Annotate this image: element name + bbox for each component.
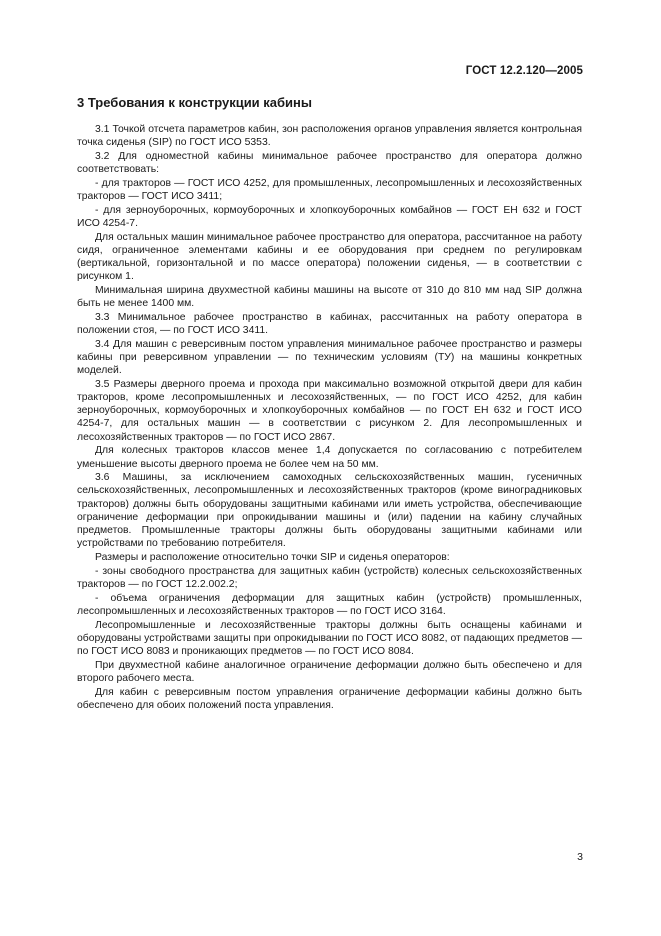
paragraph: При двухместной кабине аналогичное ограничение деформации должно быть обеспечено и для второго рабочего места. — [77, 659, 582, 684]
paragraph: Лесопромышленные и лесохозяйственные тракторы должны быть оснащены кабинами и оборудованы устройствами защиты при опрокидывании по ГОСТ ИСО 8082, от падающих предметов — по ГОСТ ИСО 8083 и проникающих предметов — по ГОСТ ИСО 8084. — [77, 619, 582, 657]
page-number: 3 — [577, 851, 583, 863]
paragraph: Для кабин с реверсивным постом управления ограничение деформации кабины должно быть обеспечено для обоих положений поста управления. — [77, 686, 582, 711]
list-item: - зоны свободного пространства для защитных кабин (устройств) колесных сельскохозяйственных тракторов — по ГОСТ 12.2.002.2; — [77, 565, 582, 590]
paragraph: Для колесных тракторов классов менее 1,4 допускается по согласованию с потребителем уменьшение высоты дверного проема не более чем на 50 мм. — [77, 445, 582, 470]
list-item: - для зерноуборочных, кормоуборочных и хлопкоуборочных комбайнов — ГОСТ ЕН 632 и ГОСТ ИСО 4254-7. — [77, 204, 582, 229]
paragraph: 3.1 Точкой отсчета параметров кабин, зон расположения органов управления является контрольная точка сиденья (SIP) по ГОСТ ИСО 5353. — [77, 124, 582, 149]
standard-code-header: ГОСТ 12.2.120—2005 — [465, 65, 583, 77]
list-item: - для тракторов — ГОСТ ИСО 4252, для промышленных, лесопромышленных и лесохозяйственных тракторов — ГОСТ ИСО 3411; — [77, 177, 582, 203]
paragraph: Для остальных машин минимальное рабочее пространство для оператора, рассчитанное на работу сидя, ограниченное элементами кабины и ее оборудования при среднем по регулировкам (вертикальной, горизонтальной и по массе оператора) положении сиденья, — в соответствии с рисунком 1. — [77, 231, 582, 283]
section-body — [77, 123, 582, 712]
paragraph: 3.5 Размеры дверного проема и прохода при максимально возможной открытой двери для кабин тракторов, кроме лесопромышленных и лесохозяйственных, — по ГОСТ ИСО 4252, для кабин зерноуборочных, кормоуборочных и хлопкоуборочных комбайнов — по ГОСТ ЕН 632 и ГОСТ ИСО 4254-7, для остальных машин — в соответствии с рисунком 2. Для лесопромышленных и лесохозяйственных тракторов — по ГОСТ ИСО 2867. — [77, 378, 582, 443]
section-title: 3 Требования к конструкции кабины — [77, 95, 312, 110]
paragraph: 3.2 Для одноместной кабины минимальное рабочее пространство для оператора должно соответствовать: — [77, 150, 582, 176]
paragraph: 3.3 Минимальное рабочее пространство в кабинах, рассчитанных на работу оператора в положении стоя, — по ГОСТ ИСО 3411. — [77, 311, 582, 337]
paragraph: Размеры и расположение относительно точки SIP и сиденья операторов: — [95, 552, 450, 563]
list-item: - объема ограничения деформации для защитных кабин (устройств) промышленных, лесопромышленных и лесохозяйственных тракторов — по ГОСТ ИСО 3164. — [77, 592, 582, 617]
paragraph: 3.4 Для машин с реверсивным постом управления минимальное рабочее пространство и размеры кабины при реверсивном управлении — по техническим условиям (ТУ) на машины конкретных моделей. — [77, 338, 582, 377]
paragraph: Минимальная ширина двухместной кабины машины на высоте от 310 до 810 мм над SIP должна быть не менее 1400 мм. — [77, 284, 582, 310]
paragraph: 3.6 Машины, за исключением самоходных сельскохозяйственных машин, гусеничных сельскохозяйственных, лесопромышленных и лесохозяйственных тракторов (кроме виноградниковых тракторов) должны быть оборудованы защитными кабинами или иметь устройства, обеспечивающие ограничение деформации при опрокидывании машины и (или) падении на кабину случайных предметов. Промышленные тракторы должны быть оборудованы защитными кабинами или устройствами по требованию потребителя. — [77, 472, 582, 550]
